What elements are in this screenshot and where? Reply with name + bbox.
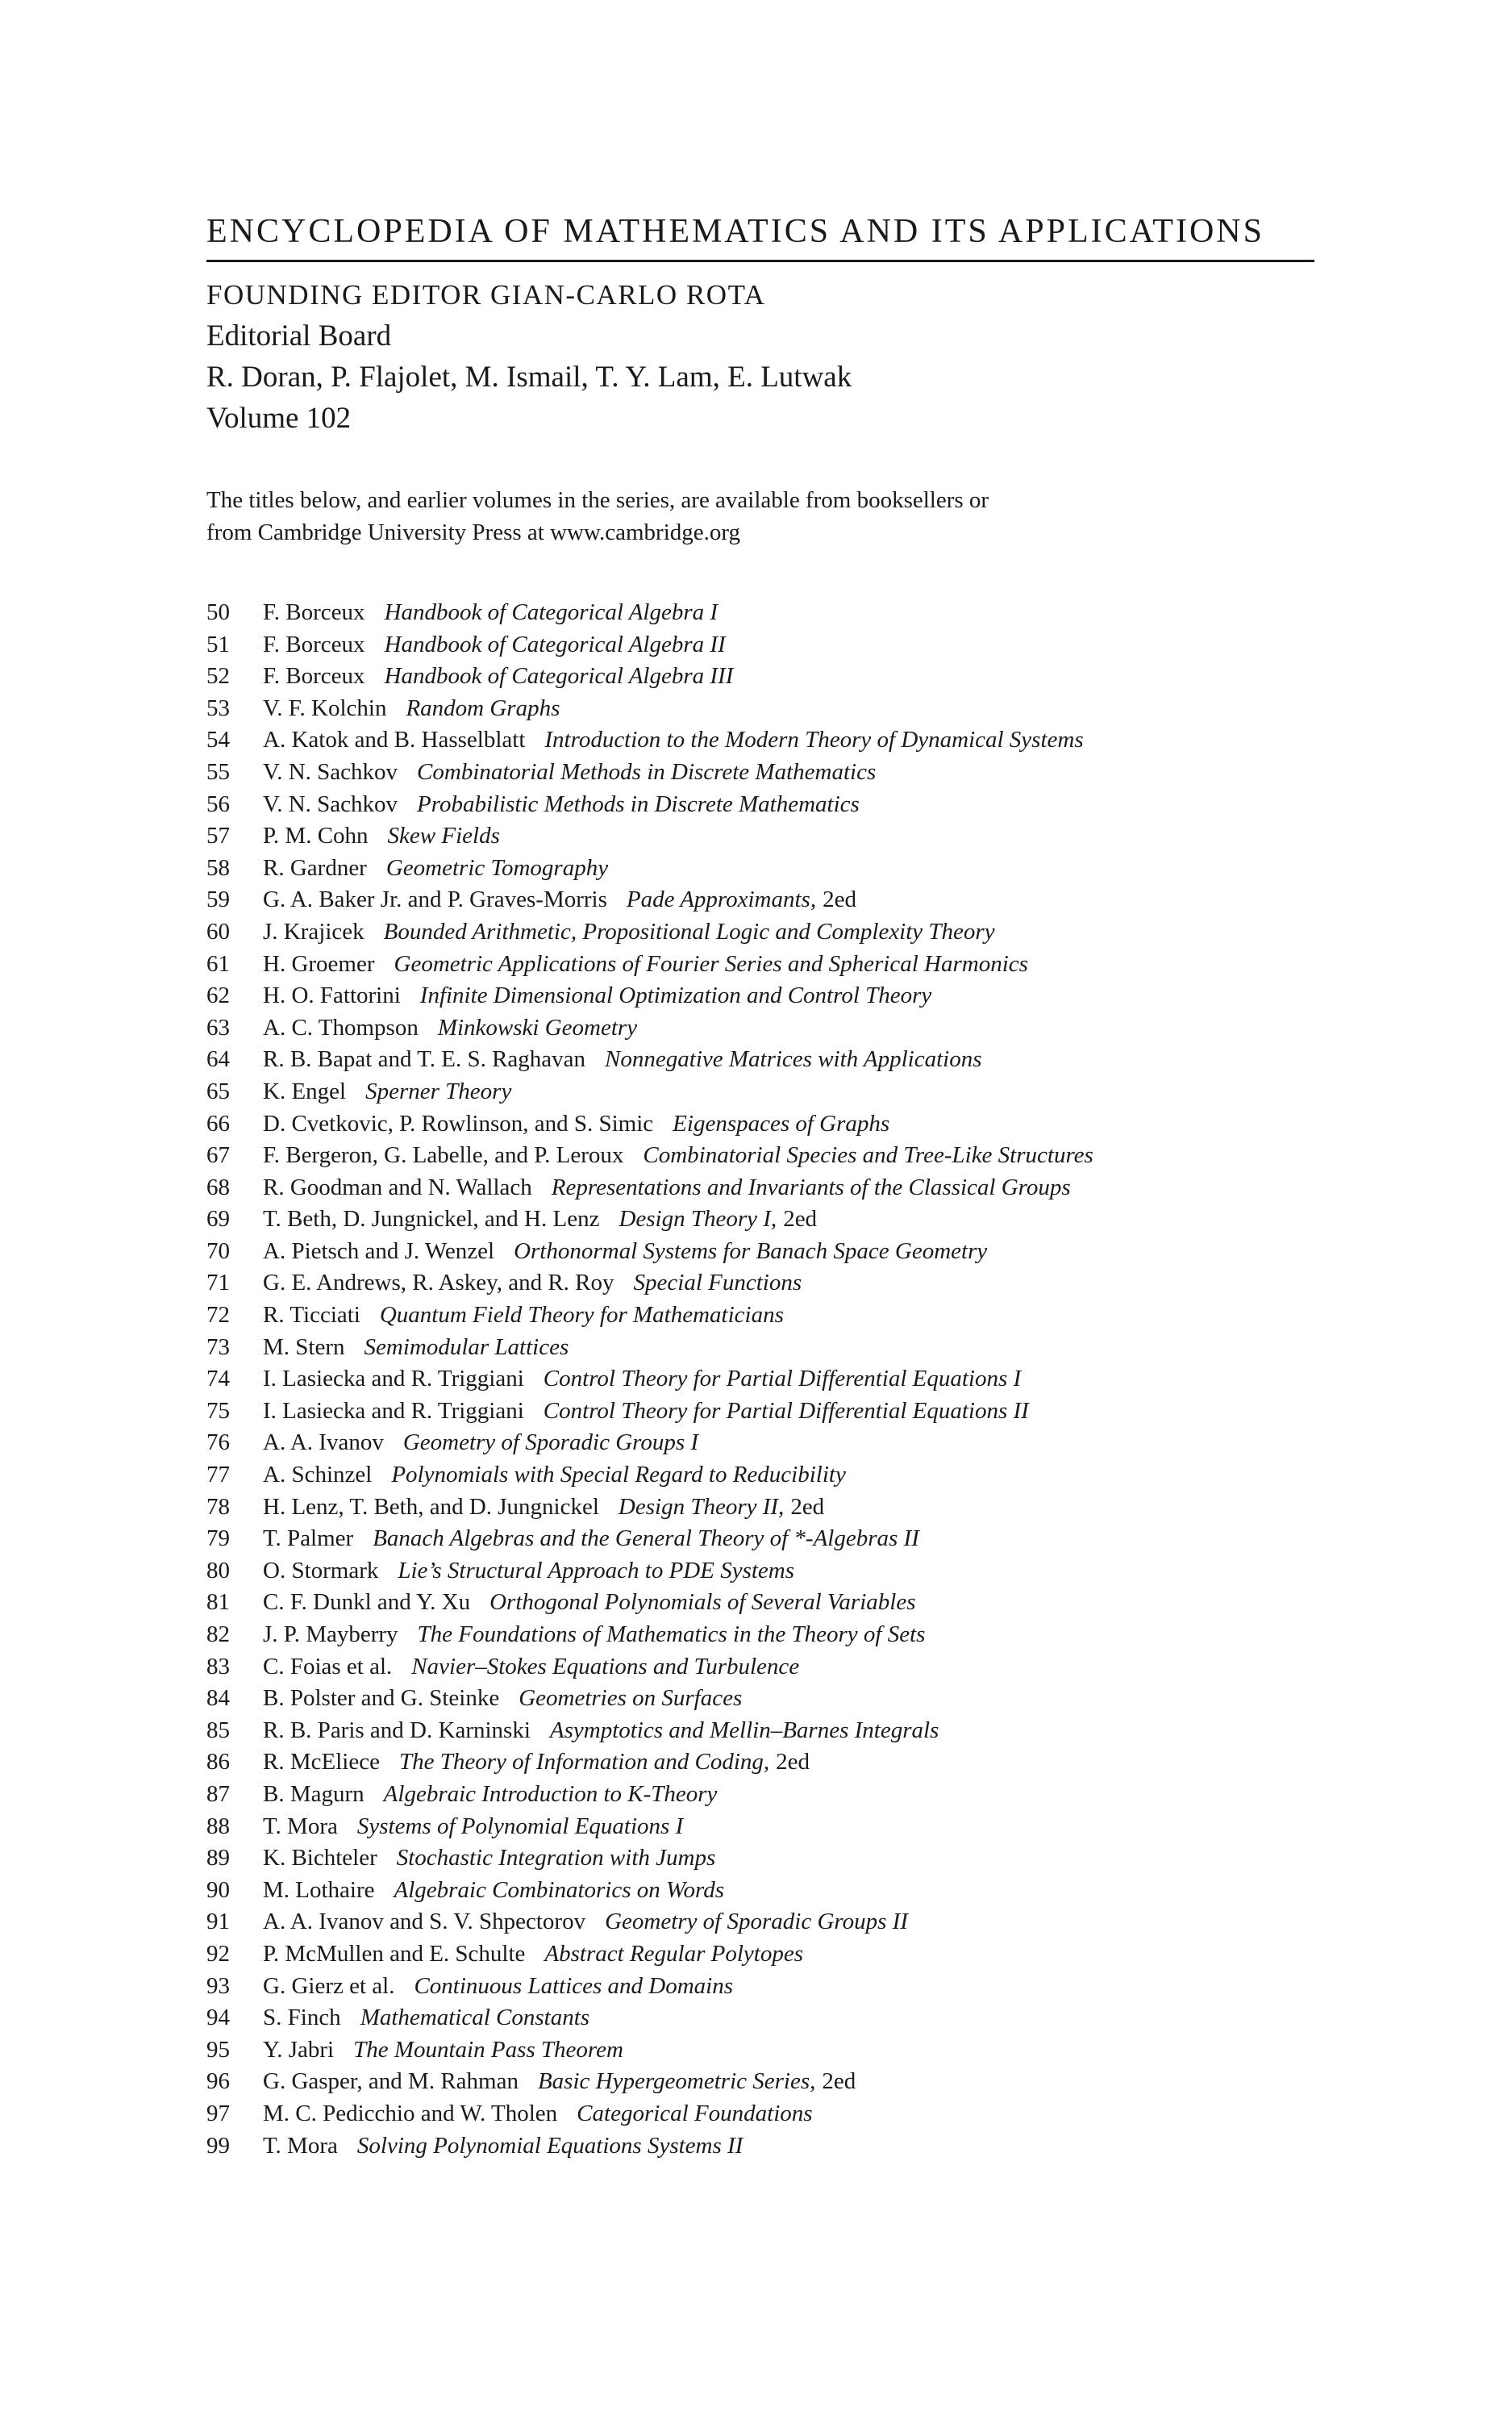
volume-entry	[206, 1779, 1314, 1811]
volume-entry-author: M. Lothaire	[263, 1876, 375, 1903]
volume-entry-number: 94	[206, 2005, 230, 2031]
volume-entry-author: M. Stern	[263, 1333, 345, 1360]
volume-entry-number: 95	[206, 2036, 230, 2063]
volume-entry-number: 82	[206, 1621, 230, 1647]
volume-entry-title: Handbook of Categorical Algebra III	[384, 663, 734, 690]
volume-entry-author: A. Schinzel	[263, 1462, 373, 1488]
volume-entry-author: T. Beth, D. Jungnickel, and H. Lenz	[263, 1206, 600, 1233]
volume-entry-number: 90	[206, 1876, 230, 1903]
volume-entry-number: 65	[206, 1078, 230, 1104]
volume-entry-author: P. M. Cohn	[263, 823, 369, 849]
volume-entry	[206, 757, 1314, 789]
volume-entry-number: 53	[206, 695, 230, 721]
volume-entry-title: Representations and Invariants of the Classical Groups	[551, 1174, 1071, 1200]
volume-entry-author: B. Polster and G. Steinke	[263, 1685, 500, 1712]
volume-entry-author: K. Bichteler	[263, 1845, 377, 1871]
volume-entry-number: 97	[206, 2100, 230, 2126]
volume-entry-title: Quantum Field Theory for Mathematicians	[379, 1302, 784, 1329]
volume-entry-title: Systems of Polynomial Equations I	[356, 1813, 684, 1839]
volume-entry-number: 78	[206, 1493, 230, 1520]
volume-entry	[206, 1842, 1314, 1875]
volume-entry-author: J. P. Mayberry	[263, 1621, 398, 1647]
volume-entry	[206, 1076, 1314, 1108]
volume-entry-number: 69	[206, 1206, 230, 1233]
availability-note-line-2: from Cambridge University Press at www.cambridge.org	[206, 519, 741, 545]
volume-entry-edition: 2ed	[790, 1493, 825, 1520]
volume-entry-number: 86	[206, 1749, 230, 1775]
volume-entry-author: G. E. Andrews, R. Askey, and R. Roy	[263, 1270, 614, 1296]
volume-entry-author: H. Groemer	[263, 950, 375, 977]
volume-entry-number: 64	[206, 1046, 230, 1073]
volume-entry-edition: 2ed	[783, 1206, 818, 1233]
volume-entry-author: B. Magurn	[263, 1780, 364, 1807]
volume-entry-number: 74	[206, 1366, 230, 1392]
volume-entry	[206, 1012, 1314, 1045]
volume-entry-author: Y. Jabri	[263, 2036, 335, 2063]
volume-entry-title: Geometric Tomography	[385, 854, 609, 881]
volume-entry-title: Geometry of Sporadic Groups II	[605, 1909, 908, 1935]
volume-entry-author: R. B. Paris and D. Karninski	[263, 1717, 531, 1743]
volume-entry-title: Polynomials with Special Regard to Reducibility	[391, 1462, 846, 1488]
volume-entry-author: F. Bergeron, G. Labelle, and P. Leroux	[263, 1142, 624, 1169]
volume-entry-title: Introduction to the Modern Theory of Dynamical Systems	[544, 727, 1084, 753]
volume-entry-title: Design Theory II,	[618, 1493, 785, 1520]
volume-entry	[206, 724, 1314, 757]
volume-entry	[206, 1651, 1314, 1684]
volume-entry	[206, 1459, 1314, 1492]
volume-entry-title: Algebraic Introduction to K-Theory	[383, 1780, 718, 1807]
volume-entry	[206, 2098, 1314, 2130]
volume-entry-author: A. C. Thompson	[263, 1014, 419, 1041]
volume-entry-author: I. Lasiecka and R. Triggiani	[263, 1366, 524, 1392]
volume-entry-number: 80	[206, 1557, 230, 1583]
volume-entry-number: 58	[206, 854, 230, 881]
volume-entry-author: A. Pietsch and J. Wenzel	[263, 1237, 495, 1264]
volume-entry	[206, 853, 1314, 885]
volume-entry-title: Pade Approximants,	[626, 887, 817, 913]
volume-entry-title: Geometry of Sporadic Groups I	[402, 1429, 699, 1456]
volume-entry-number: 52	[206, 663, 230, 690]
volume-entry-author: D. Cvetkovic, P. Rowlinson, and S. Simic	[263, 1110, 654, 1137]
editorial-board-members: R. Doran, P. Flajolet, M. Ismail, T. Y. Lam, E. Lutwak	[206, 361, 852, 394]
volume-entry-title: Algebraic Combinatorics on Words	[394, 1876, 725, 1903]
volume-entry-number: 50	[206, 599, 230, 625]
volume-entry-author: V. F. Kolchin	[263, 695, 387, 721]
volume-entry-author: R. Gardner	[263, 854, 367, 881]
volume-entry-title: Handbook of Categorical Algebra I	[384, 599, 719, 625]
volume-entry	[206, 1332, 1314, 1364]
volume-entry-title: Geometries on Surfaces	[519, 1685, 743, 1712]
volume-entry-title: Nonnegative Matrices with Applications	[605, 1046, 982, 1073]
volume-entry-author: F. Borceux	[263, 663, 365, 690]
editorial-board-label: Editorial Board	[206, 319, 392, 353]
volume-entry	[206, 1715, 1314, 1747]
volume-entry-edition: 2ed	[823, 887, 856, 913]
volume-entry	[206, 2002, 1314, 2034]
volume-entry	[206, 1172, 1314, 1204]
volume-entry-number: 84	[206, 1685, 230, 1712]
volume-entry-author: A. A. Ivanov and S. V. Shpectorov	[263, 1909, 586, 1935]
volume-entry-title: The Theory of Information and Coding,	[398, 1749, 770, 1775]
volume-entry-title: Sperner Theory	[365, 1078, 512, 1104]
volume-entry-number: 87	[206, 1780, 230, 1807]
volume-entry	[206, 1427, 1314, 1459]
volume-entry	[206, 1938, 1314, 1971]
volume-entry-number: 99	[206, 2132, 230, 2159]
volume-entry	[206, 980, 1314, 1012]
volume-entry-title: Banach Algebras and the General Theory of *-Algebras II	[373, 1525, 919, 1552]
availability-note	[206, 484, 1314, 549]
availability-note-line-1: The titles below, and earlier volumes in the series, are available from booksellers or	[206, 487, 989, 513]
volume-entry-title: Skew Fields	[387, 823, 500, 849]
volume-entry-author: R. Ticciati	[263, 1302, 360, 1329]
volume-entry	[206, 1236, 1314, 1268]
volume-entry-title: Combinatorial Methods in Discrete Mathematics	[417, 758, 877, 785]
volume-entry-author: H. Lenz, T. Beth, and D. Jungnickel	[263, 1493, 599, 1520]
volume-entry-author: G. Gierz et al.	[263, 1972, 395, 1999]
title-rule	[206, 260, 1314, 262]
volume-entry-title: Design Theory I,	[619, 1206, 777, 1233]
volume-entry-author: F. Borceux	[263, 631, 365, 657]
series-title: ENCYCLOPEDIA OF MATHEMATICS AND ITS APPLICATIONS	[206, 213, 1264, 250]
volume-entry	[206, 597, 1314, 629]
volume-entry-number: 60	[206, 918, 230, 945]
volume-entry	[206, 2066, 1314, 2098]
volume-entry-author: C. Foias et al.	[263, 1653, 393, 1679]
volume-entry-author: G. Gasper, and M. Rahman	[263, 2068, 519, 2095]
volume-entry	[206, 1204, 1314, 1236]
volume-entry-title: Solving Polynomial Equations Systems II	[356, 2132, 744, 2159]
volume-entry-number: 70	[206, 1237, 230, 1264]
volume-entry-number: 71	[206, 1270, 230, 1296]
volume-entry	[206, 1396, 1314, 1428]
volume-entry-number: 76	[206, 1429, 230, 1456]
volume-entry	[206, 1267, 1314, 1300]
volume-entry-title: Special Functions	[633, 1270, 802, 1296]
volume-entry	[206, 1300, 1314, 1332]
volume-entry	[206, 884, 1314, 916]
volume-entry-title: Navier–Stokes Equations and Turbulence	[411, 1653, 800, 1679]
volume-entry-number: 66	[206, 1110, 230, 1137]
volume-entry-author: R. Goodman and N. Wallach	[263, 1174, 532, 1200]
volume-entry	[206, 1811, 1314, 1843]
volume-entry-author: V. N. Sachkov	[263, 791, 398, 817]
volume-entry-title: Eigenspaces of Graphs	[673, 1110, 890, 1137]
volume-entry-author: C. F. Dunkl and Y. Xu	[263, 1589, 471, 1616]
volume-entry-number: 54	[206, 727, 230, 753]
volume-entry-number: 75	[206, 1397, 230, 1424]
volume-entry	[206, 1875, 1314, 1907]
volume-entry-number: 91	[206, 1909, 230, 1935]
volume-entry-title: Geometric Applications of Fourier Series and Spherical Harmonics	[394, 950, 1028, 977]
volume-entry-author: M. C. Pedicchio and W. Tholen	[263, 2100, 558, 2126]
volume-entry	[206, 789, 1314, 821]
volume-entry-number: 51	[206, 631, 230, 657]
volume-entry-number: 59	[206, 887, 230, 913]
volume-entry-title: Probabilistic Methods in Discrete Mathematics	[417, 791, 860, 817]
volume-entry	[206, 1555, 1314, 1588]
volume-entry	[206, 2034, 1314, 2067]
volume-entry-title: Semimodular Lattices	[364, 1333, 569, 1360]
volume-entry-title: Control Theory for Partial Differential Equations I	[543, 1366, 1022, 1392]
volume-entry-title: Asymptotics and Mellin–Barnes Integrals	[549, 1717, 939, 1743]
volume-entry-number: 61	[206, 950, 230, 977]
volume-entry-title: Categorical Foundations	[577, 2100, 813, 2126]
volume-entry	[206, 1108, 1314, 1141]
volume-entry-number: 85	[206, 1717, 230, 1743]
volume-entry-author: T. Mora	[263, 1813, 338, 1839]
volume-entry-number: 83	[206, 1653, 230, 1679]
volume-entry	[206, 1683, 1314, 1715]
volume-entry-author: G. A. Baker Jr. and P. Graves-Morris	[263, 887, 607, 913]
volume-entry-author: A. Katok and B. Hasselblatt	[263, 727, 526, 753]
volume-entry-number: 57	[206, 823, 230, 849]
volume-entry-title: Minkowski Geometry	[437, 1014, 638, 1041]
volume-entry	[206, 629, 1314, 661]
volume-entry	[206, 1971, 1314, 2003]
volume-entry-number: 79	[206, 1525, 230, 1552]
volume-entry	[206, 693, 1314, 725]
volume-entry-author: O. Stormark	[263, 1557, 379, 1583]
volume-entry	[206, 1140, 1314, 1172]
volume-entry-number: 72	[206, 1302, 230, 1329]
volume-entry	[206, 1523, 1314, 1555]
volume-entry-number: 77	[206, 1462, 230, 1488]
volume-entry-title: Control Theory for Partial Differential Equations II	[543, 1397, 1029, 1424]
volume-list	[206, 597, 1314, 2162]
volume-entry-edition: 2ed	[822, 2068, 856, 2095]
volume-entry-author: I. Lasiecka and R. Triggiani	[263, 1397, 524, 1424]
volume-entry-author: R. B. Bapat and T. E. S. Raghavan	[263, 1046, 586, 1073]
volume-entry	[206, 1492, 1314, 1524]
volume-entry	[206, 1906, 1314, 1938]
volume-entry	[206, 1746, 1314, 1779]
volume-entry-title: The Foundations of Mathematics in the Theory of Sets	[417, 1621, 926, 1647]
volume-entry-title: Basic Hypergeometric Series,	[537, 2068, 816, 2095]
volume-entry-title: Mathematical Constants	[360, 2005, 590, 2031]
volume-entry-title: Combinatorial Species and Tree-Like Structures	[643, 1142, 1093, 1169]
volume-entry-title: Lie’s Structural Approach to PDE Systems	[398, 1557, 795, 1583]
volume-entry-author: J. Krajicek	[263, 918, 364, 945]
volume-entry	[206, 916, 1314, 949]
volume-entry-title: Infinite Dimensional Optimization and Control Theory	[419, 983, 932, 1009]
volume-entry-number: 68	[206, 1174, 230, 1200]
volume-entry-title: Continuous Lattices and Domains	[414, 1972, 734, 1999]
volume-entry-author: K. Engel	[263, 1078, 347, 1104]
volume-entry-number: 88	[206, 1813, 230, 1839]
volume-number: Volume 102	[206, 402, 352, 435]
volume-entry-author: V. N. Sachkov	[263, 758, 398, 785]
volume-entry	[206, 820, 1314, 853]
volume-entry-number: 55	[206, 758, 230, 785]
volume-entry-number: 93	[206, 1972, 230, 1999]
volume-entry-title: The Mountain Pass Theorem	[353, 2036, 623, 2063]
volume-entry-author: A. A. Ivanov	[263, 1429, 384, 1456]
volume-entry	[206, 2130, 1314, 2163]
volume-entry-title: Bounded Arithmetic, Propositional Logic and Complexity Theory	[383, 918, 995, 945]
volume-entry-title: Handbook of Categorical Algebra II	[384, 631, 726, 657]
volume-entry	[206, 1619, 1314, 1651]
founding-editor: FOUNDING EDITOR GIAN-CARLO ROTA	[206, 279, 766, 311]
volume-entry	[206, 1587, 1314, 1619]
volume-entry-number: 67	[206, 1142, 230, 1169]
volume-entry-number: 62	[206, 983, 230, 1009]
volume-entry-author: H. O. Fattorini	[263, 983, 401, 1009]
volume-entry-number: 56	[206, 791, 230, 817]
volume-entry-title: Stochastic Integration with Jumps	[396, 1845, 716, 1871]
volume-entry-number: 89	[206, 1845, 230, 1871]
volume-entry-number: 81	[206, 1589, 230, 1616]
volume-entry-number: 63	[206, 1014, 230, 1041]
volume-entry-author: P. McMullen and E. Schulte	[263, 1940, 526, 1967]
volume-entry-author: R. McEliece	[263, 1749, 380, 1775]
volume-entry-number: 73	[206, 1333, 230, 1360]
volume-entry-title: Orthonormal Systems for Banach Space Geometry	[514, 1237, 988, 1264]
volume-entry	[206, 661, 1314, 693]
volume-entry-author: S. Finch	[263, 2005, 341, 2031]
volume-entry-title: Orthogonal Polynomials of Several Variables	[489, 1589, 916, 1616]
volume-entry-edition: 2ed	[776, 1749, 810, 1775]
volume-entry-title: Abstract Regular Polytopes	[544, 1940, 803, 1967]
volume-entry-author: T. Mora	[263, 2132, 338, 2159]
volume-entry	[206, 1363, 1314, 1396]
volume-entry	[206, 949, 1314, 981]
volume-entry	[206, 1044, 1314, 1076]
volume-entry-number: 96	[206, 2068, 230, 2095]
series-page	[206, 210, 1314, 2162]
volume-entry-author: T. Palmer	[263, 1525, 354, 1552]
volume-entry-title: Random Graphs	[406, 695, 560, 721]
volume-entry-number: 92	[206, 1940, 230, 1967]
volume-entry-author: F. Borceux	[263, 599, 365, 625]
